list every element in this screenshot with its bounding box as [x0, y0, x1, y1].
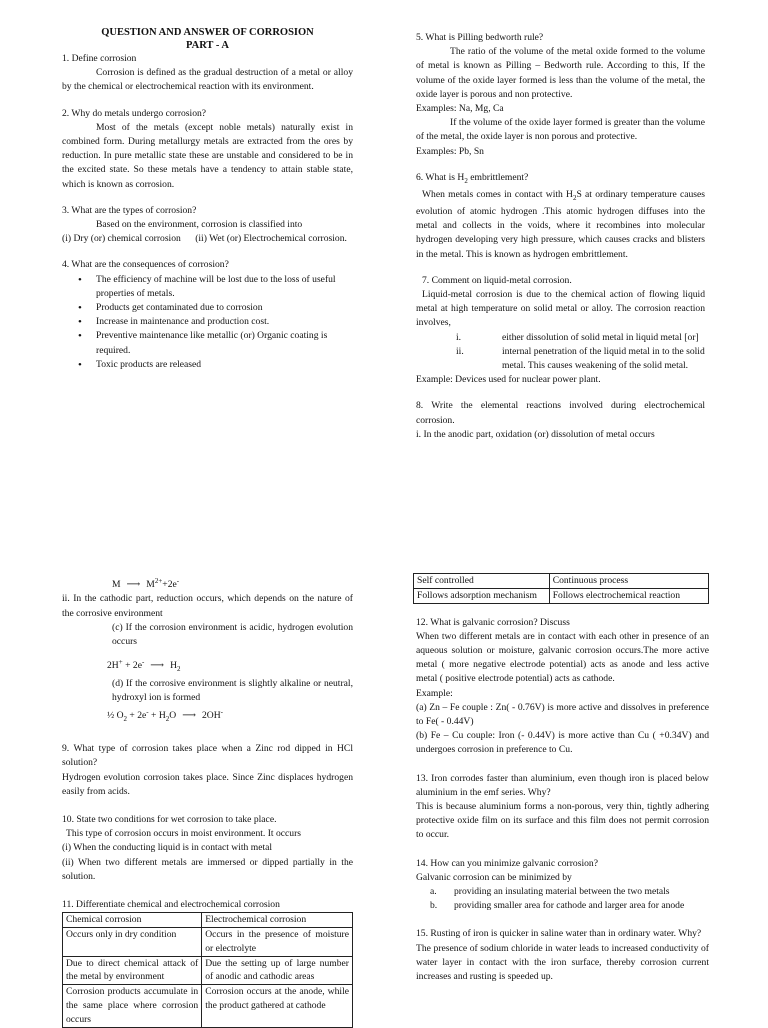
- table-cell: Follows adsorption mechanism: [414, 588, 550, 603]
- table-cell: Occurs in the presence of moisture or electrolyte: [202, 928, 353, 957]
- q2-question: 2. Why do metals undergo corrosion?: [62, 107, 207, 119]
- table-cell: Occurs only in dry condition: [63, 928, 202, 957]
- q9-answer: Hydrogen evolution corrosion takes place. Since Zinc displaces hydrogen easily from acids.: [62, 771, 353, 797]
- table-row: [63, 913, 353, 928]
- column-top-left: [62, 26, 353, 372]
- q12-answer: When two different metals are in contact with each other in presence of an aqueous solution or moisture, galvanic corrosion occurs.The more active metal ( more negative electrode potential) acts as anode and less active metal ( positive electrode potential) acts as cathode.: [416, 630, 709, 685]
- table-row: [63, 928, 353, 957]
- table-cell: Due to direct chemical attack of the metal by environment: [63, 956, 202, 985]
- equation-hydroxyl: ½ $O_2 + 2e^- + H_2O$ ⟶ 2OH-: [107, 707, 223, 723]
- q7-item-2: ii. internal penetration of the liquid metal in to the solid metal. This causes weakening of the solid metal.: [456, 345, 705, 372]
- table-cell: Follows electrochemical reaction: [549, 588, 708, 603]
- q14-item-a: a. providing an insulating material between the two metals: [430, 886, 670, 898]
- q1-answer: Corrosion is defined as the gradual destruction of a metal or alloy by the chemical or electrochemical reaction with its environment.: [62, 67, 353, 93]
- q8-question: 8. Write the elemental reactions involved during electrochemical corrosion.: [416, 400, 705, 426]
- q5-question: 5. What is Pilling bedworth rule?: [416, 32, 544, 43]
- q7-answer: Liquid-metal corrosion is due to the chemical action of flowing liquid metal at high temperature on solid metal or alloy. The corrosion reaction involves,: [416, 289, 705, 329]
- q7-question: 7. Comment on liquid-metal corrosion.: [422, 274, 572, 286]
- q4-list: [62, 273, 353, 372]
- q12-example-b: (b) Fe – Cu couple: Iron (- 0.44V) is more active than Cu ( +0.34V) and undergoes corrosion in preference to Cu.: [416, 730, 709, 756]
- table-header: Chemical corrosion: [63, 913, 202, 928]
- q8-case-d: (d) If the corrosive environment is slightly alkaline or neutral, hydroxyl ion is formed: [112, 677, 353, 703]
- arrow-right-icon: ⟶: [126, 579, 141, 591]
- q10-question: 10. State two conditions for wet corrosion to take place.: [62, 814, 277, 826]
- comparison-table: [62, 912, 353, 1027]
- q5-answer-1: The ratio of the volume of the metal oxide formed to the volume of metal is known as Pilling – Bedworth rule. According to this, If the volume of the oxide layer formed is less than the volume of the metal, the oxide layer is porous and non protective.: [416, 46, 705, 100]
- comparison-table-continued: [413, 573, 709, 604]
- doc-part: PART - A: [186, 40, 229, 51]
- q14-answer: Galvanic corrosion can be minimized by: [416, 871, 572, 883]
- q8-case-c: (c) If the corrosion environment is acidic, hydrogen evolution occurs: [112, 621, 353, 647]
- q9-question: 9. What type of corrosion takes place when a Zinc rod dipped in HCl solution?: [62, 743, 353, 769]
- table-cell: Corrosion occurs at the anode, while the product gathered at cathode: [202, 985, 353, 1027]
- q4-question: 4. What are the consequences of corrosion?: [62, 259, 229, 271]
- table-row: [63, 985, 353, 1027]
- q1-question: 1. Define corrosion: [62, 53, 137, 64]
- q3-answer-2: (i) Dry (or) chemical corrosion (ii) Wet (or) Electrochemical corrosion.: [62, 233, 347, 245]
- q3-answer-1: Based on the environment, corrosion is classified into: [96, 219, 303, 231]
- table-row: [414, 574, 709, 589]
- table-row: [414, 588, 709, 603]
- q13-question: 13. Iron corrodes faster than aluminium, even though iron is placed below aluminium in the emf series. Why?: [416, 772, 709, 798]
- q6-question: 6. What is $H_2$ embrittlement?: [416, 171, 529, 185]
- q14-item-b: b. providing smaller area for cathode and larger area for anode: [430, 900, 685, 912]
- q7-example: Example: Devices used for nuclear power plant.: [416, 374, 601, 386]
- arrow-right-icon: ⟶: [150, 660, 165, 672]
- list-item: • Toxic products are released: [96, 358, 353, 372]
- q3-question: 3. What are the types of corrosion?: [62, 204, 197, 216]
- equation-anodic: M ⟶ $M^{2+}+2e^-$: [62, 574, 353, 592]
- q12-example: Example:: [416, 687, 453, 699]
- column-bottom-left: [62, 574, 353, 1028]
- column-bottom-right: [413, 573, 709, 984]
- q10-answer: This type of corrosion occurs in moist environment. It occurs: [66, 828, 301, 840]
- q15-question: 15. Rusting of iron is quicker in saline water than in ordinary water. Why?: [416, 928, 702, 940]
- q2-answer: Most of the metals (except noble metals) naturally exist in combined form. During metallurgy metals are extracted from the ores by reduction. In pure metallic state these are unstable and considered to be in the excited state. So these metals have a tendency to attain stable state, which is known as corrosion.: [62, 121, 353, 190]
- table-cell: Self controlled: [414, 574, 550, 589]
- arrow-right-icon: ⟶: [182, 710, 196, 722]
- q13-answer: This is because aluminium forms a non-porous, very thin, tightly adhering protective oxide film on its surface and this film does not permit corrosion to occur.: [416, 801, 709, 841]
- column-top-right: [416, 31, 705, 442]
- q7-item-1: i. either dissolution of solid metal in liquid metal [or]: [456, 331, 699, 343]
- equation-hydrogen: 2H+ + 2e- ⟶ $H_2$: [107, 658, 181, 674]
- q14-question: 14. How can you minimize galvanic corrosion?: [416, 857, 598, 869]
- list-item: • Preventive maintenance like metallic (or) Organic coating is required.: [96, 329, 353, 357]
- table-row: [63, 956, 353, 985]
- table-cell: Due the setting up of large number of anodic and cathodic areas: [202, 956, 353, 985]
- q8-anodic: i. In the anodic part, oxidation (or) dissolution of metal occurs: [416, 428, 655, 440]
- q5-answer-2: If the volume of the oxide layer formed is greater than the volume of the metal, the oxide layer is non porous and protective.: [416, 117, 705, 143]
- q12-question: 12. What is galvanic corrosion? Discuss: [416, 616, 570, 628]
- doc-title: QUESTION AND ANSWER OF CORROSION: [101, 27, 314, 38]
- q5-example-2: Examples: Pb, Sn: [416, 145, 484, 157]
- q11-question: 11. Differentiate chemical and electrochemical corrosion: [62, 899, 280, 911]
- q10-cond-2: (ii) When two different metals are immersed or dipped partially in the solution.: [62, 856, 353, 882]
- q10-cond-1: (i) When the conducting liquid is in contact with metal: [62, 842, 273, 854]
- list-item: • Increase in maintenance and production cost.: [96, 315, 353, 329]
- list-item: • Products get contaminated due to corrosion: [96, 301, 353, 315]
- q6-answer: When metals comes in contact with $H_2S$ at ordinary temperature causes evolution of atomic hydrogen .This atomic hydrogen diffuses into the metal and collects in the voids, where it recombines into molecular hydrogen developing very high pressure, which causes cracks and blisters in the metal. This is known as hydrogen embrittlement.: [416, 188, 706, 260]
- table-cell: Continuous process: [549, 574, 708, 589]
- q15-answer: The presence of sodium chloride in water leads to increased conductivity of water layer in contact with the iron surface, thereby corrosion current increases and rusting is speeded up.: [416, 942, 709, 983]
- list-item: • The efficiency of machine will be lost due to the loss of useful properties of metals.: [96, 273, 353, 301]
- q12-example-a: (a) Zn – Fe couple : Zn( - 0.76V) is more active and dissolves in preference to Fe( - 0.44V): [416, 701, 709, 728]
- table-cell: Corrosion products accumulate in the same place where corrosion occurs: [63, 985, 202, 1027]
- q5-example-1: Examples: Na, Mg, Ca: [416, 103, 504, 115]
- table-header: Electrochemical corrosion: [202, 913, 353, 928]
- q8-cathodic: ii. In the cathodic part, reduction occurs, which depends on the nature of the corrosive environment: [62, 593, 353, 619]
